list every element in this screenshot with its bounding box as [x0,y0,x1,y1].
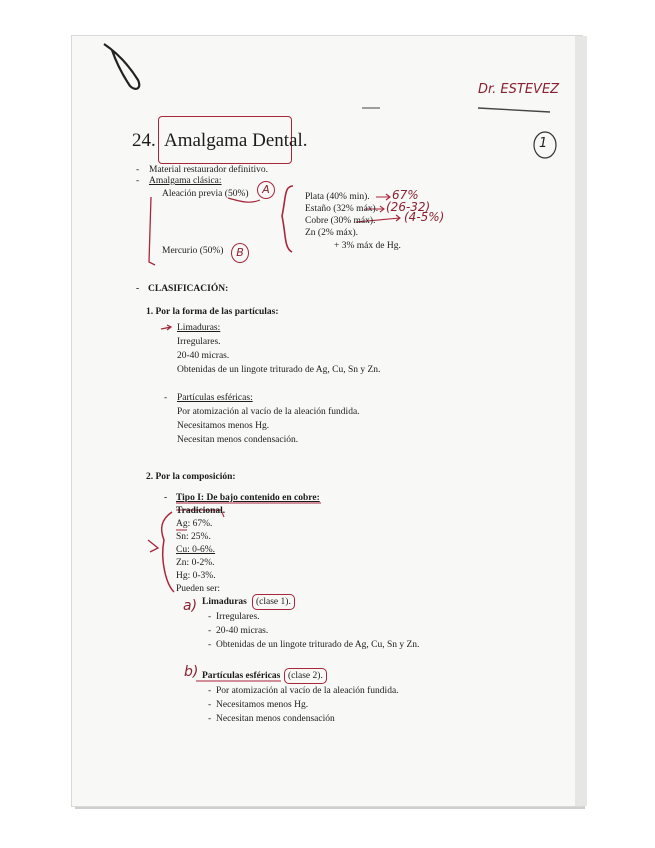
element-item: Ag: 67%. [176,519,213,529]
list-item: Obtenidas de un lingote triturado de Ag, Cu, Sn y Zn. [216,640,420,650]
composition-item: Plata (40% min). [305,192,370,202]
limaduras-label: Limaduras: [177,323,221,333]
sub-a-label: Limaduras [202,597,247,607]
section-1-heading: 1. Por la forma de las partículas: [146,307,279,317]
sub-b-clase: (clase 2). [284,668,327,684]
pueden-ser: Pueden ser: [176,584,221,594]
hand-mark-a: a) [183,598,198,614]
element-item: Zn: 0-2%. [176,558,215,568]
composition-item: Estaño (32% máx). [305,204,379,214]
composition-note: (26-32) [386,200,431,214]
tipo-1-heading: Tipo I: De bajo contenido en cobre: [176,493,320,503]
mark-a: A [257,181,275,199]
section-2-heading: 2. Por la composición: [146,472,236,482]
list-item: Necesitamos menos Hg. [177,421,270,431]
esfericas-label: Partículas esféricas: [177,393,253,403]
composition-note: (4-5%) [404,210,445,224]
amalgama-clasica: Amalgama clásica: [149,176,222,186]
element-item: Sn: 25%. [176,532,211,542]
element-item: Cu: 0-6%. [176,545,216,555]
list-item: Por atomización al vacío de la aleación fundida. [177,407,360,417]
list-item: Por atomización al vacío de la aleación fundida. [216,686,399,696]
clasificacion-heading: CLASIFICACIÓN: [148,284,229,294]
section-number: 24. [132,130,156,151]
list-item: 20-40 micras. [177,351,230,361]
list-item: Necesitan menos condensación [216,714,335,724]
page-number: 1 [539,136,548,151]
element-item: Hg: 0-3%. [176,571,216,581]
list-item: Obtenidas de un lingote triturado de Ag, Cu, Sn y Zn. [177,365,381,375]
intro-line: Material restaurador definitivo. [149,165,268,175]
hg-extra: + 3% máx de Hg. [334,241,401,251]
list-item: Necesitan menos condensación. [177,435,299,445]
composition-item: Cobre (30% máx). [305,216,376,226]
list-item: Irregulares. [216,612,260,622]
list-item: Irregulares. [177,337,221,347]
alloy-label: Aleación previa (50%) [162,189,249,199]
composition-note: 67% [392,188,419,202]
tradicional-label: Tradicional. [176,506,226,516]
sub-b-label: Partículas esféricas [202,671,281,681]
list-item: 20-40 micras. [216,626,269,636]
list-item: Necesitamos menos Hg. [216,700,309,710]
composition-item: Zn (2% máx). [305,228,359,238]
mercury-label: Mercurio (50%) [162,246,224,256]
sub-a-clase: (clase 1). [252,594,295,610]
mark-b: B [231,243,249,263]
hand-mark-b: b) [184,664,199,680]
page-title: Amalgama Dental. [164,130,308,151]
author-note: Dr. ESTEVEZ [478,82,560,97]
paper-clip-icon [104,44,139,89]
